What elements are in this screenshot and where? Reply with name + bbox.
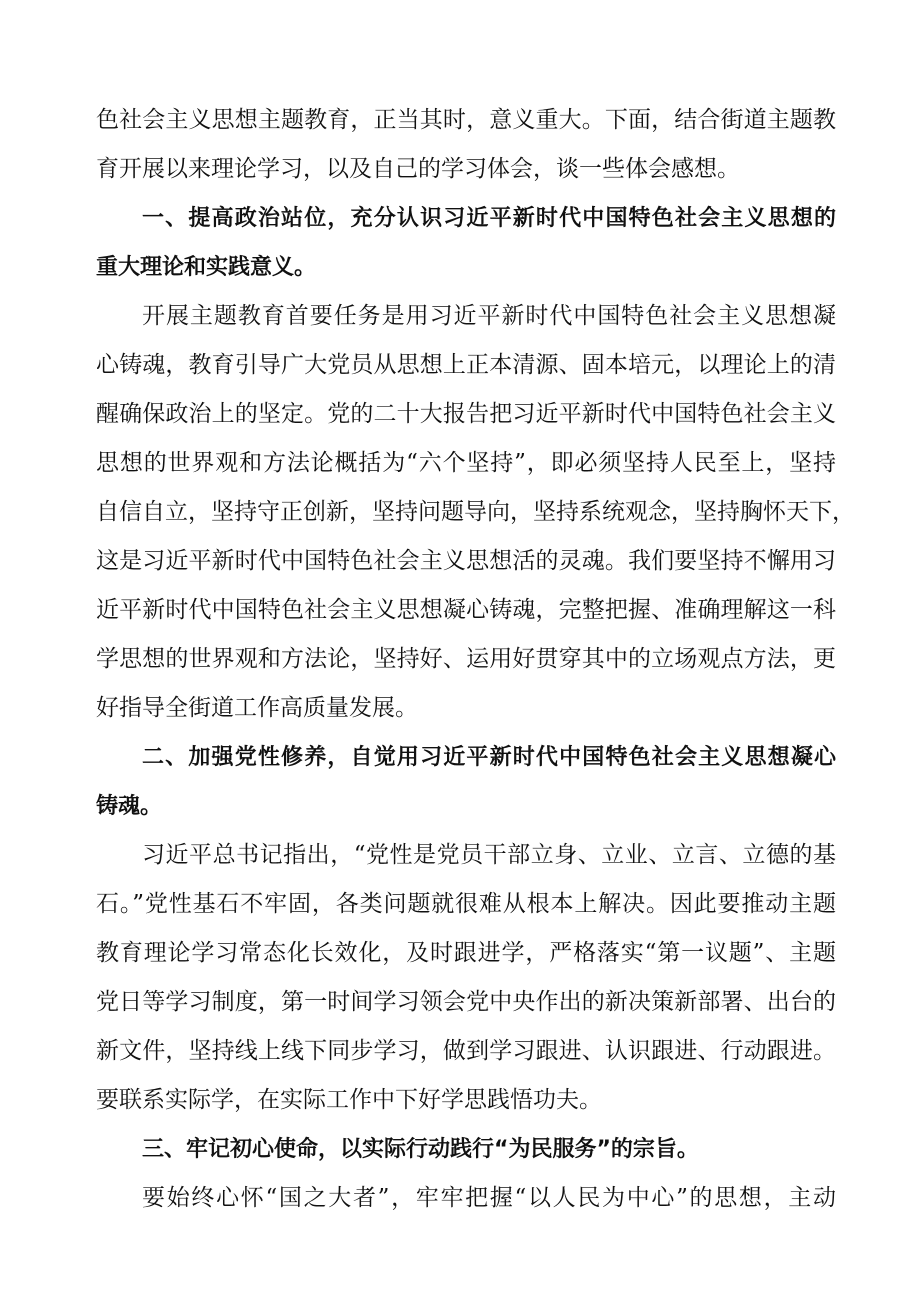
text-line: 思想的世界观和方法论概括为“六个坚持”，即必须坚持人民至上，坚持 (96, 450, 836, 476)
text-line: 近平新时代中国特色社会主义思想凝心铸魂，完整把握、准确理解这一科 (96, 597, 836, 623)
paragraph-intro (96, 96, 836, 194)
text-line: 色社会主义思想主题教育，正当其时，意义重大。下面，结合街道主题教 (96, 107, 836, 133)
heading-line: 三、牢记初心使命，以实际行动践行“为民服务”的宗旨。 (142, 1137, 699, 1162)
text-line: 新文件，坚持线上线下同步学习，做到学习跟进、认识跟进、行动跟进。 (96, 1038, 836, 1064)
paragraph-section-1 (96, 292, 855, 733)
paragraph-section-3 (96, 1174, 836, 1223)
text-line: 自信自立，坚持守正创新，坚持问题导向，坚持系统观念，坚持胸怀天下， (96, 499, 855, 525)
text-line: 心铸魂，教育引导广大党员从思想上正本清源、固本培元，以理论上的清 (96, 352, 836, 378)
heading-line: 重大理论和实践意义。 (96, 255, 317, 280)
heading-line: 一、提高政治站位，充分认识习近平新时代中国特色社会主义思想的 (142, 206, 836, 231)
section-heading-2 (96, 733, 836, 831)
text-line: 好指导全街道工作高质量发展。 (96, 695, 418, 721)
text-line: 醒确保政治上的坚定。党的二十大报告把习近平新时代中国特色社会主义 (96, 401, 836, 427)
document-page (96, 96, 855, 1223)
text-line: 学思想的世界观和方法论，坚持好、运用好贯穿其中的立场观点方法，更 (96, 646, 836, 672)
section-heading-3 (96, 1125, 836, 1174)
text-line: 这是习近平新时代中国特色社会主义思想活的灵魂。我们要坚持不懈用习 (96, 548, 836, 574)
heading-line: 二、加强党性修养，自觉用习近平新时代中国特色社会主义思想凝心 (142, 745, 836, 770)
section-heading-1 (96, 194, 836, 292)
text-line: 石。”党性基石不牢固，各类问题就很难从根本上解决。因此要推动主题 (96, 891, 836, 917)
text-line: 开展主题教育首要任务是用习近平新时代中国特色社会主义思想凝 (142, 303, 836, 329)
text-line: 教育理论学习常态化长效化，及时跟进学，严格落实“第一议题”、主题 (96, 940, 836, 966)
text-line: 要联系实际学，在实际工作中下好学思践悟功夫。 (96, 1087, 602, 1113)
paragraph-section-2 (96, 831, 836, 1125)
text-line: 党日等学习制度，第一时间学习领会党中央作出的新决策新部署、出台的 (96, 989, 836, 1015)
text-line: 要始终心怀“国之大者”，牢牢把握“以人民为中心”的思想，主动 (142, 1185, 836, 1211)
text-line: 习近平总书记指出，“党性是党员干部立身、立业、立言、立德的基 (142, 842, 836, 868)
heading-line: 铸魂。 (96, 794, 163, 819)
text-line: 育开展以来理论学习，以及自己的学习体会，谈一些体会感想。 (96, 156, 740, 182)
